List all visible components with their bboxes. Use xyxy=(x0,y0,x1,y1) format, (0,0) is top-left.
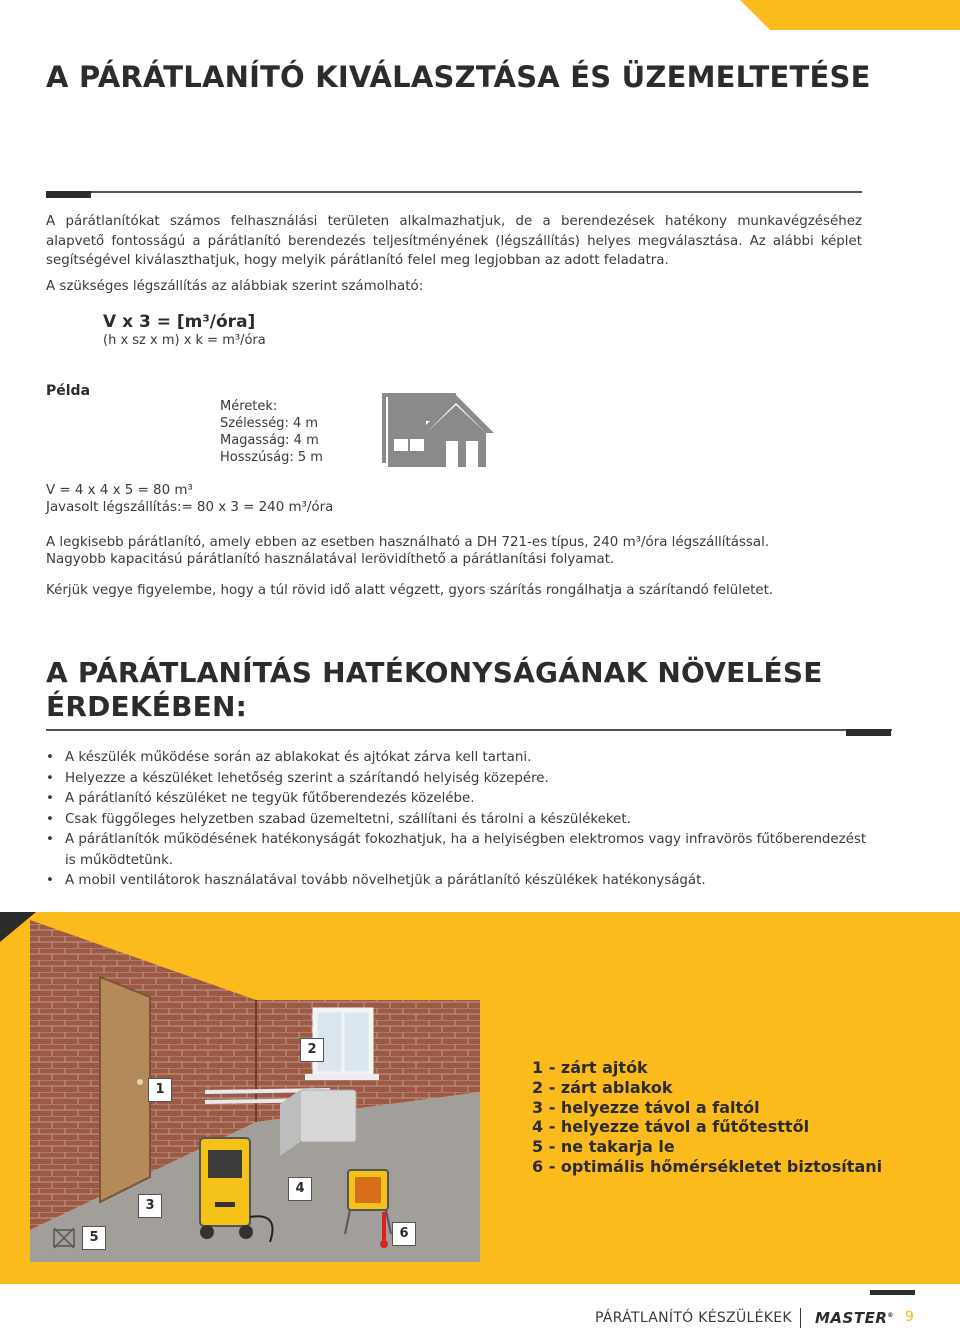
result-line-2: Nagyobb kapacitású párátlanító használatával lerövidíthető a párátlanítási folyamat. xyxy=(46,552,615,567)
list-item: • Helyezze a készüléket lehetőség szerint a szárítandó helyiség közepére. xyxy=(46,769,876,790)
marker-2: 2 xyxy=(300,1038,324,1062)
warning-text: Kérjük vegye figyelembe, hogy a túl rövid idő alatt végzett, gyors szárítás rongálhatja a szárítandó felületet. xyxy=(46,583,774,598)
title-rule xyxy=(46,191,862,193)
formula-sub: (h x sz x m) x k = m³/óra xyxy=(103,333,266,348)
formula-main: V x 3 = [m³/óra] xyxy=(103,312,256,332)
section-title-line-1: A PÁRÁTLANÍTÁS HATÉKONYSÁGÁNAK NÖVELÉSE xyxy=(46,656,823,689)
room-illustration xyxy=(0,912,480,1262)
marker-6: 6 xyxy=(392,1222,416,1246)
title-rule-block xyxy=(46,191,91,198)
no-cover-icon xyxy=(52,1226,76,1250)
list-item: • Csak függőleges helyzetben szabad üzemeltetni, szállítani és tárolni a készülékeket. xyxy=(46,810,876,831)
legend-item: 1 - zárt ajtók xyxy=(532,1058,648,1077)
legend-item: 4 - helyezze távol a fűtőtesttől xyxy=(532,1117,810,1137)
page-title: A PÁRÁTLANÍTÓ KIVÁLASZTÁSA ÉS ÜZEMELTETÉSE xyxy=(46,60,871,94)
legend-item: 3 - helyezze távol a faltól xyxy=(532,1097,760,1117)
tips-list xyxy=(46,748,876,892)
example-label: Példa xyxy=(46,383,91,399)
list-item: • A készülék működése során az ablakokat és ajtókat zárva kell tartani. xyxy=(46,748,876,769)
legend-item: 5 - ne takarja le xyxy=(532,1137,675,1157)
list-item: • A párátlanító készüléket ne tegyük fűtőberendezés közelébe. xyxy=(46,789,876,810)
intro-paragraph: A párátlanítókat számos felhasználási területen alkalmazhatjuk, de a berendezések hatékony munkavégzéséhez alapvető fontosságú a párátlanító berendezés teljesítményének (légszállítás) helyes megválasztása. Az alábbi képlet segítségével kiválaszthatjuk, hogy melyik párátlanító felel meg legjobban az adott feladatra. xyxy=(46,214,862,268)
marker-4: 4 xyxy=(288,1177,312,1201)
section-title-line-2: ÉRDEKÉBEN: xyxy=(46,690,247,723)
brand-logo: MASTER® xyxy=(815,1309,894,1327)
suggested-airflow: Javasolt légszállítás:= 80 x 3 = 240 m³/óra xyxy=(46,500,334,515)
footer-bar xyxy=(870,1290,915,1295)
volume-calc: V = 4 x 4 x 5 = 80 m³ xyxy=(46,483,193,498)
list-item: • A mobil ventilátorok használatával tovább növelhetjük a párátlanító készülékek hatékonyságát. xyxy=(46,871,876,892)
dimensions-block xyxy=(220,398,323,466)
marker-3: 3 xyxy=(138,1194,162,1218)
footer-separator xyxy=(800,1308,801,1328)
section-title xyxy=(46,656,823,724)
dimensions-title: Méretek: xyxy=(220,399,278,414)
section-rule-block xyxy=(846,729,891,736)
section-rule xyxy=(46,729,892,731)
legend-item: 2 - zárt ablakok xyxy=(532,1077,673,1097)
legend-item: 6 - optimális hőmérsékletet biztosítani xyxy=(532,1156,883,1176)
brand-text: MASTER xyxy=(815,1309,888,1327)
dimension-width: Szélesség: 4 m xyxy=(220,416,319,431)
result-line-1: A legkisebb párátlanító, amely ebben az esetben használható a DH 721-es típus, 240 m³/óra légszállítással. xyxy=(46,535,770,550)
airflow-text: A szükséges légszállítás az alábbiak szerint számolható: xyxy=(46,279,424,294)
house-icon xyxy=(382,393,494,467)
marker-5: 5 xyxy=(82,1226,106,1250)
marker-1: 1 xyxy=(148,1078,172,1102)
page-number: 9 xyxy=(905,1309,914,1325)
footer-label: PÁRÁTLANÍTÓ KÉSZÜLÉKEK xyxy=(595,1310,792,1326)
list-item: • A párátlanítók működésének hatékonyságát fokozhatjuk, ha a helyiségben elektromos vagy infravörös fűtőberendezést is működtetünk. xyxy=(46,830,876,871)
legend-list xyxy=(532,1058,882,1177)
corner-accent xyxy=(740,0,960,30)
dimension-height: Magasság: 4 m xyxy=(220,433,319,448)
dimension-length: Hosszúság: 5 m xyxy=(220,450,323,465)
